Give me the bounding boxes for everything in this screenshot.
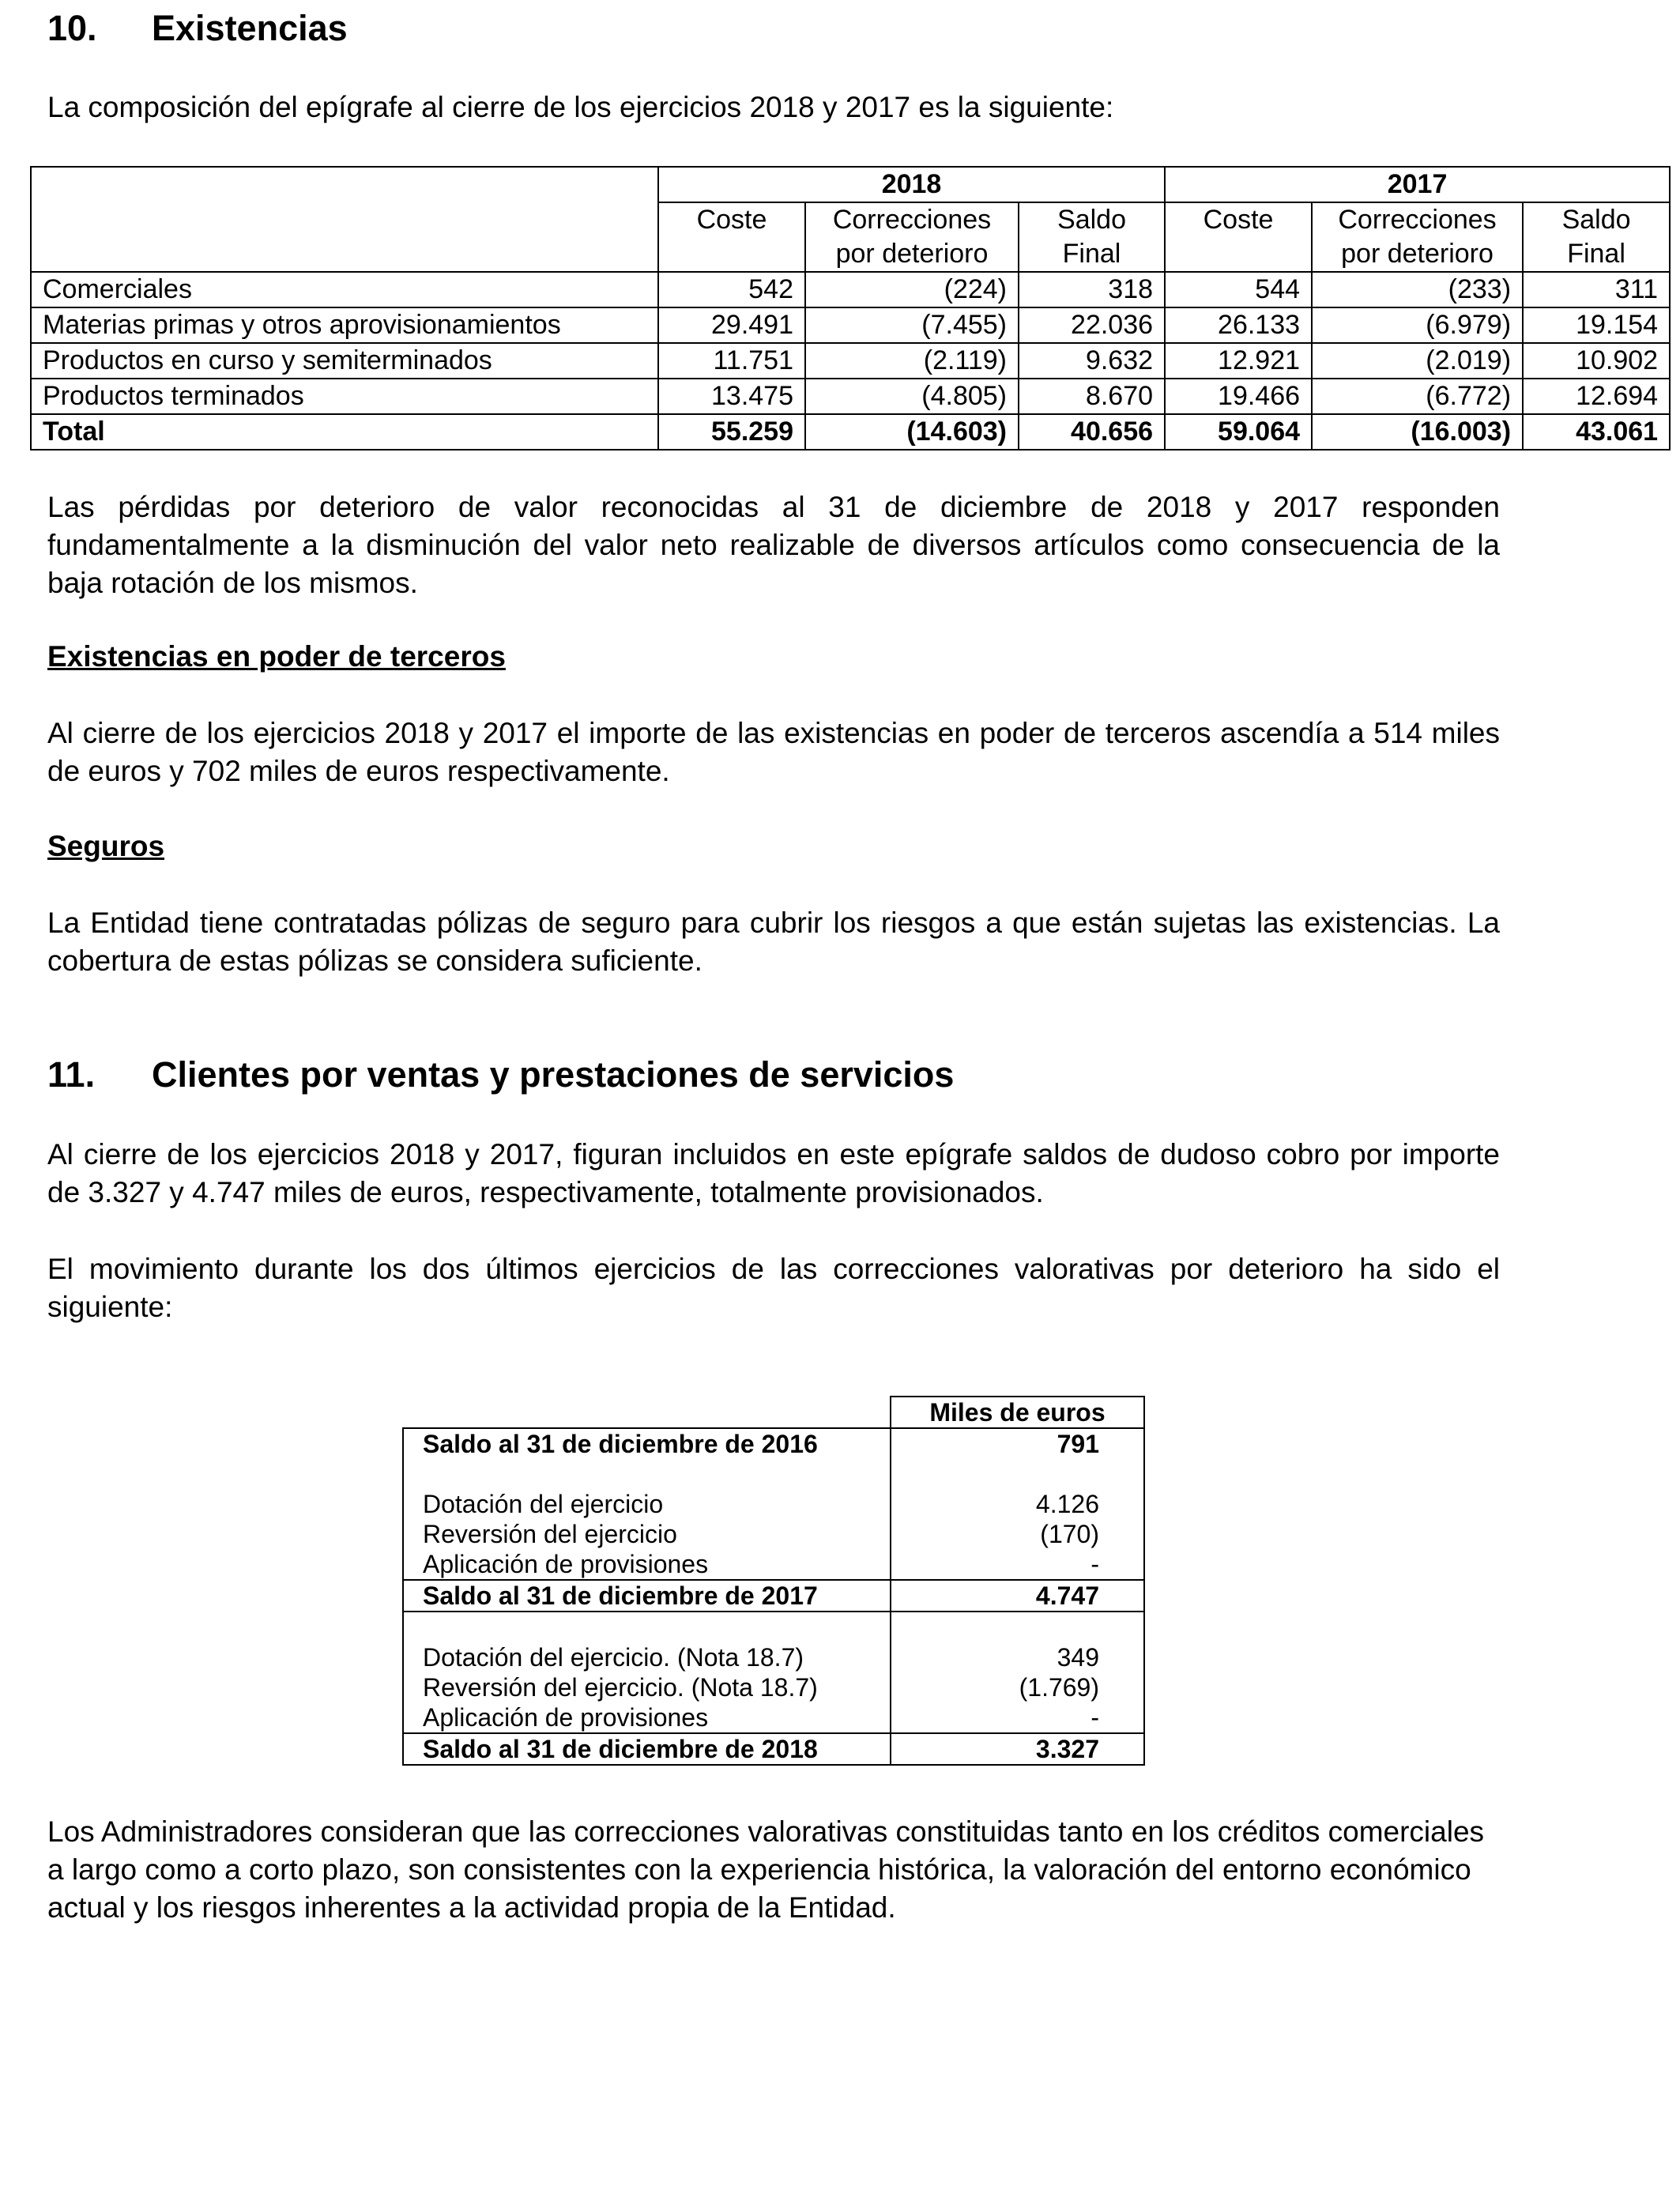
- table-row-saldo-2018: [403, 1733, 1144, 1765]
- section-10-number: 10.: [47, 8, 97, 48]
- header-correcciones-line2: por deterioro: [835, 239, 989, 269]
- row-value: 349: [891, 1642, 1144, 1672]
- provision-movement-table: [402, 1396, 1145, 1766]
- cell-correcciones-2017: (233): [1312, 272, 1523, 307]
- header-correcciones-line2: por deterioro: [1341, 239, 1494, 269]
- cell-coste-2017: 12.921: [1165, 343, 1312, 379]
- cell-coste-2017: 544: [1165, 272, 1312, 307]
- header-saldo-line2: Final: [1062, 239, 1121, 269]
- cell-correcciones-2017: (6.979): [1312, 307, 1523, 343]
- table-row: [403, 1489, 1144, 1519]
- row-value: 4.126: [891, 1489, 1144, 1519]
- header-coste-2017: [1165, 202, 1312, 272]
- total-coste-2018: 55.259: [658, 414, 805, 450]
- table-row-saldo-2017: [403, 1580, 1144, 1612]
- header-year-2017: 2017: [1165, 167, 1670, 202]
- row-value: (1.769): [891, 1672, 1144, 1702]
- header-correcciones-line1: Correcciones: [1338, 205, 1497, 235]
- header-empty-cell: [403, 1397, 891, 1428]
- cell-correcciones-2018: (224): [805, 272, 1019, 307]
- row-label: Dotación del ejercicio. (Nota 18.7): [403, 1642, 891, 1672]
- header-saldo-line1: Saldo: [1561, 205, 1631, 235]
- cell-coste-2018: 13.475: [658, 379, 805, 414]
- row-value: 4.747: [891, 1580, 1144, 1612]
- cell-coste-2018: 29.491: [658, 307, 805, 343]
- cell-coste-2018: 542: [658, 272, 805, 307]
- header-correcciones-2018: [805, 202, 1019, 272]
- cell-saldo-2017: 12.694: [1523, 379, 1670, 414]
- cell-saldo-2018: 318: [1019, 272, 1165, 307]
- header-miles-de-euros: Miles de euros: [891, 1397, 1144, 1428]
- row-label: Dotación del ejercicio: [403, 1489, 891, 1519]
- row-value: -: [891, 1702, 1144, 1733]
- row-label: Materias primas y otros aprovisionamientos: [31, 307, 658, 343]
- row-value: -: [891, 1549, 1144, 1580]
- cell-coste-2017: 26.133: [1165, 307, 1312, 343]
- row-label: Productos en curso y semiterminados: [31, 343, 658, 379]
- total-coste-2017: 59.064: [1165, 414, 1312, 450]
- header-coste-2018: [658, 202, 805, 272]
- table-row: [403, 1702, 1144, 1733]
- cell-saldo-2018: 9.632: [1019, 343, 1165, 379]
- cell-coste-2018: 11.751: [658, 343, 805, 379]
- row-label: Aplicación de provisiones: [403, 1702, 891, 1733]
- row-label: Reversión del ejercicio. (Nota 18.7): [403, 1672, 891, 1702]
- section-11-heading: [47, 1054, 954, 1095]
- subheading-seguros: Seguros: [47, 830, 165, 862]
- paragraph-movimiento: El movimiento durante los dos últimos ejercicios de las correcciones valorativas por deterioro ha sido el siguiente:: [47, 1253, 1500, 1323]
- row-value: 791: [891, 1428, 1144, 1459]
- header-empty-cell: [31, 167, 658, 272]
- paragraph-perdidas: Las pérdidas por deterioro de valor reconocidas al 31 de diciembre de 2018 y 2017 responden fundamentalmente a la disminución del valor neto realizable de diversos artículos como consecuencia de la baja rotación de los mismos.: [47, 491, 1500, 599]
- table-row: [31, 272, 1670, 307]
- table-row: [403, 1549, 1144, 1580]
- section-10-intro: La composición del epígrafe al cierre de los ejercicios 2018 y 2017 es la siguiente:: [47, 91, 1114, 123]
- row-label: Aplicación de provisiones: [403, 1549, 891, 1580]
- subheading-terceros: Existencias en poder de terceros: [47, 640, 506, 673]
- header-correcciones-line1: Correcciones: [832, 205, 992, 235]
- row-label: Comerciales: [31, 272, 658, 307]
- header-saldo-line2: Final: [1567, 239, 1625, 269]
- cell-saldo-2017: 19.154: [1523, 307, 1670, 343]
- section-11-title: Clientes por ventas y prestaciones de servicios: [152, 1054, 955, 1095]
- total-correcciones-2017: (16.003): [1312, 414, 1523, 450]
- total-saldo-2018: 40.656: [1019, 414, 1165, 450]
- paragraph-administradores: Los Administradores consideran que las correcciones valorativas constituidas tanto en los créditos comerciales a largo como a corto plazo, son consistentes con la experiencia histórica, la valoración del entorno económico actual y los riesgos inherentes a la actividad propia de la Entidad.: [47, 1815, 1485, 1924]
- header-correcciones-2017: [1312, 202, 1523, 272]
- row-label: Reversión del ejercicio: [403, 1519, 891, 1549]
- table-row: [403, 1672, 1144, 1702]
- header-coste-label: Coste: [1203, 205, 1274, 235]
- row-label: Saldo al 31 de diciembre de 2016: [403, 1428, 891, 1459]
- section-10-title: Existencias: [152, 8, 348, 48]
- table-spacer: [403, 1459, 1144, 1489]
- total-label: Total: [31, 414, 658, 450]
- table-header-years: [31, 167, 1670, 202]
- table-row: [31, 343, 1670, 379]
- row-label: Saldo al 31 de diciembre de 2018: [403, 1733, 891, 1765]
- header-saldo-line1: Saldo: [1057, 205, 1126, 235]
- cell-saldo-2018: 22.036: [1019, 307, 1165, 343]
- header-coste-label: Coste: [696, 205, 767, 235]
- paragraph-seguros: La Entidad tiene contratadas pólizas de seguro para cubrir los riesgos a que están sujetas las existencias. La cobertura de estas pólizas se considera suficiente.: [47, 907, 1500, 977]
- table-spacer: [403, 1612, 1144, 1642]
- row-value: 3.327: [891, 1733, 1144, 1765]
- section-10-heading: [47, 8, 348, 49]
- table-row-saldo-2016: [403, 1428, 1144, 1459]
- cell-saldo-2017: 10.902: [1523, 343, 1670, 379]
- paragraph-terceros: Al cierre de los ejercicios 2018 y 2017 el importe de las existencias en poder de terceros ascendía a 514 miles de euros y 702 miles de euros respectivamente.: [47, 717, 1500, 787]
- cell-correcciones-2018: (4.805): [805, 379, 1019, 414]
- cell-saldo-2017: 311: [1523, 272, 1670, 307]
- table-row: [403, 1642, 1144, 1672]
- table-row: [31, 379, 1670, 414]
- header-year-2018: 2018: [658, 167, 1165, 202]
- total-correcciones-2018: (14.603): [805, 414, 1019, 450]
- header-saldo-2018: [1019, 202, 1165, 272]
- table-row: [31, 307, 1670, 343]
- section-11-number: 11.: [47, 1054, 96, 1095]
- inventory-table: [30, 166, 1671, 450]
- cell-correcciones-2017: (2.019): [1312, 343, 1523, 379]
- table-row: [403, 1519, 1144, 1549]
- cell-coste-2017: 19.466: [1165, 379, 1312, 414]
- total-saldo-2017: 43.061: [1523, 414, 1670, 450]
- cell-correcciones-2017: (6.772): [1312, 379, 1523, 414]
- cell-saldo-2018: 8.670: [1019, 379, 1165, 414]
- row-value: (170): [891, 1519, 1144, 1549]
- paragraph-dudoso-cobro: Al cierre de los ejercicios 2018 y 2017, figuran incluidos en este epígrafe saldos de dudoso cobro por importe de 3.327 y 4.747 miles de euros, respectivamente, totalmente provisionados.: [47, 1138, 1500, 1208]
- cell-correcciones-2018: (7.455): [805, 307, 1019, 343]
- table-header: [403, 1397, 1144, 1428]
- row-label: Saldo al 31 de diciembre de 2017: [403, 1580, 891, 1612]
- header-saldo-2017: [1523, 202, 1670, 272]
- table-total-row: [31, 414, 1670, 450]
- cell-correcciones-2018: (2.119): [805, 343, 1019, 379]
- row-label: Productos terminados: [31, 379, 658, 414]
